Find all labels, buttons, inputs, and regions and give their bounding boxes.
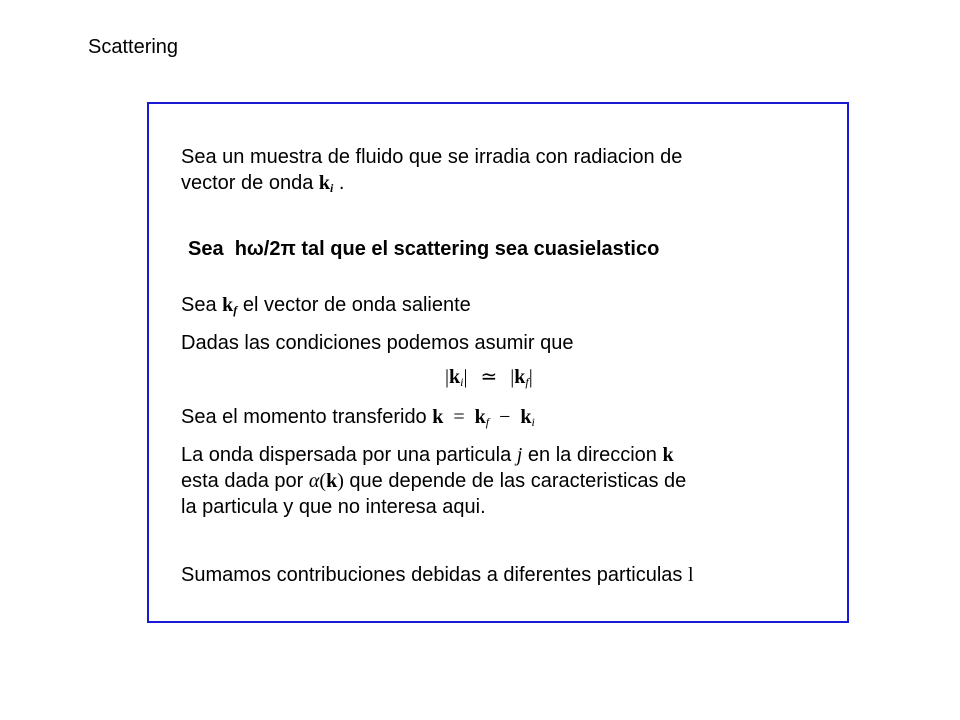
scattered-wave-text-2b: que depende de las caracteristicas de	[349, 470, 687, 492]
sum-contributions-line: Sumamos contribuciones debidas a diferentes particulas l	[181, 564, 694, 586]
magnitude-equation: $|k_i|$ ≃ $|k_f|$	[445, 366, 533, 389]
scattered-wave-line-2	[181, 468, 686, 494]
scattered-wave-line-3: la particula y que no interesa aqui.	[181, 496, 486, 518]
outgoing-vector-text: el vector de onda saliente	[242, 294, 471, 316]
intro-line-2: vector de onda $k_i$ .	[181, 172, 345, 195]
outgoing-vector-sea: Sea	[181, 294, 217, 316]
momentum-transfer-text: Sea el momento transferido	[181, 406, 427, 428]
scattered-wave-line-1: La onda dispersada por una particula j en la direccion k	[181, 444, 674, 466]
quasi-elastic-line: Sea hω/2π tal que el scattering sea cuasielastico	[188, 238, 660, 260]
scattered-wave-text-1b: en la direccion	[527, 444, 657, 466]
intro-line-2-text: vector de onda	[181, 172, 314, 194]
outgoing-vector-line	[181, 292, 471, 323]
scattered-wave-text-2a: esta dada por	[181, 470, 304, 492]
slide-title: Scattering	[88, 36, 179, 58]
conditions-line: Dadas las condiciones podemos asumir que	[181, 332, 574, 354]
scattered-wave-text-1a: La onda dispersada por una particula	[181, 444, 512, 466]
formula-kf: $k_f$	[222, 294, 238, 317]
formula-ki: $k_i$	[318, 172, 334, 195]
momentum-transfer-line	[181, 404, 535, 435]
quasi-elastic-text: tal que el scattering sea cuasielastico	[301, 238, 660, 260]
sum-contributions-text: Sumamos contribuciones debidas a diferentes particulas	[181, 564, 683, 586]
momentum-transfer-formula: $k = k_f - k_i$	[432, 406, 535, 429]
formula-alpha-k: α(k)	[308, 470, 344, 492]
intro-line-1: Sea un muestra de fluido que se irradia con radiacion de	[181, 146, 683, 168]
